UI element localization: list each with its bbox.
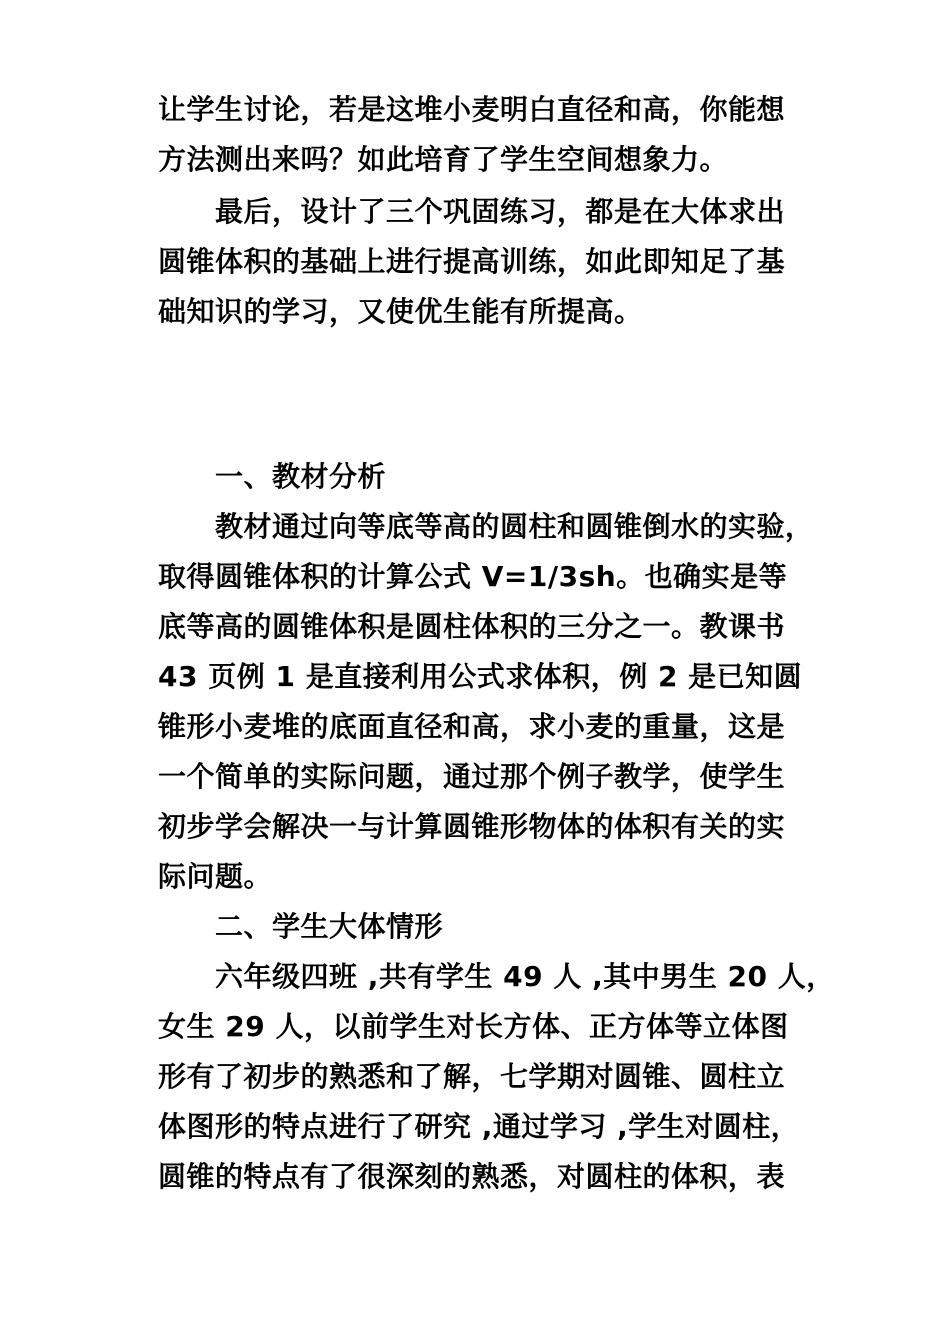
paragraph-line: 体图形的特点进行了研究 ,通过学习 ,学生对圆柱， [158,1110,800,1143]
paragraph-line: 形有了初步的熟悉和了解，七学期对圆锥、圆柱立 [158,1060,786,1093]
paragraph-line: 女生 29 人，以前学生对长方体、正方体等立体图 [158,1010,789,1043]
paragraph-line: 六年级四班 ,共有学生 49 人 ,其中男生 20 人， [215,960,835,993]
paragraph-line: 43 页例 1 是直接利用公式求体积，例 2 是已知圆 [158,660,803,693]
paragraph-line: 初步学会解决一与计算圆锥形物体的体积有关的实 [158,810,786,843]
paragraph-line: 圆锥的特点有了很深刻的熟悉，对圆柱的体积，表 [158,1160,786,1193]
paragraph-line: 最后，设计了三个巩固练习，都是在大体求出 [215,195,786,228]
paragraph-line: 圆锥体积的基础上进行提高训练，如此即知足了基 [158,245,786,278]
section-heading-student-situation: 二、学生大体情形 [215,910,444,943]
paragraph-line: 取得圆锥体积的计算公式 V=1/3sh。也确实是等 [158,560,788,593]
paragraph-line: 础知识的学习，又使优生能有所提高。 [158,295,643,328]
paragraph-line: 教材通过向等底等高的圆柱和圆锥倒水的实验， [215,510,814,543]
paragraph-line: 底等高的圆锥体积是圆柱体积的三分之一。教课书 [158,610,786,643]
section-heading-textbook-analysis: 一、教材分析 [215,460,387,493]
paragraph-line: 际问题。 [158,860,273,893]
paragraph-line: 让学生讨论，若是这堆小麦明白直径和高，你能想 [158,93,786,126]
paragraph-line: 一个简单的实际问题，通过那个例子教学，使学生 [158,760,786,793]
paragraph-line: 锥形小麦堆的底面直径和高，求小麦的重量，这是 [158,710,786,743]
paragraph-line: 方法测出来吗？如此培育了学生空间想象力。 [158,143,729,176]
